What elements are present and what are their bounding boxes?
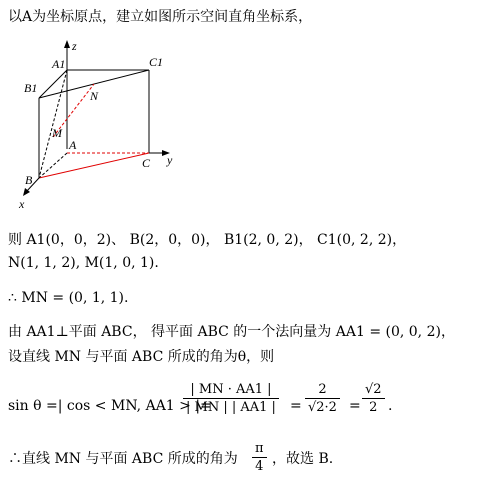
label-N: N — [90, 89, 99, 103]
eq-2: = — [349, 398, 361, 414]
period: . — [388, 398, 393, 414]
angle-line: 设直线 MN 与平面 ABC 所成的角为θ，则 — [8, 349, 275, 365]
label-z: z — [72, 39, 77, 53]
label-A1: A1 — [52, 57, 66, 71]
sin-lhs: sin θ =| cos < MN, AA1 > |= — [8, 398, 212, 414]
label-C: C — [142, 156, 151, 170]
eq-1: = — [290, 398, 302, 414]
fraction-main — [183, 381, 279, 416]
label-B: B — [25, 173, 33, 187]
intro-text: 以A为坐标原点，建立如图所示空间直角坐标系， — [8, 9, 313, 25]
fraction-3-den: 2 — [362, 398, 385, 416]
fraction-main-num: | MN · AA1 | — [190, 382, 272, 397]
conclusion-frac-den: 4 — [252, 457, 267, 475]
coordinate-figure — [14, 36, 184, 216]
coords-line-1: 则 A1(0，0，2)、 B(2，0，0)， B1(2, 0, 2)， C1(0, 2, 2)， — [8, 232, 407, 248]
label-B1: B1 — [24, 81, 38, 95]
conclusion-frac-num: π — [255, 441, 264, 456]
label-C1: C1 — [149, 55, 164, 69]
conclusion-suffix: ，故选 B. — [272, 451, 334, 467]
fraction-2-den: √2·2 — [305, 398, 340, 416]
label-A: A — [69, 138, 77, 152]
fraction-3-num: √2 — [365, 382, 382, 397]
edge-A1B1 — [39, 70, 67, 98]
fraction-2 — [305, 381, 340, 416]
conclusion-fraction — [252, 440, 267, 475]
label-M: M — [52, 126, 62, 140]
z-axis-arrow — [64, 40, 70, 48]
fraction-2-num: 2 — [318, 382, 327, 397]
coords-line-2: N(1, 1, 2), M(1, 0, 1). — [8, 255, 159, 271]
edge-AB — [39, 153, 67, 178]
edge-BC — [39, 153, 149, 178]
label-x: x — [19, 197, 25, 211]
fraction-3 — [362, 381, 385, 416]
conclusion-prefix: ∴直线 MN 与平面 ABC 所成的角为 — [8, 451, 238, 467]
vector-MN-line: ∴ MN = (0, 1, 1). — [8, 290, 129, 306]
label-y: y — [167, 153, 173, 167]
fraction-main-den: | MN | | AA1 | — [183, 398, 279, 416]
normal-vector-line: 由 AA1⊥平面 ABC， 得平面 ABC 的一个法向量为 AA1 = (0, 0, 2)， — [8, 324, 455, 340]
